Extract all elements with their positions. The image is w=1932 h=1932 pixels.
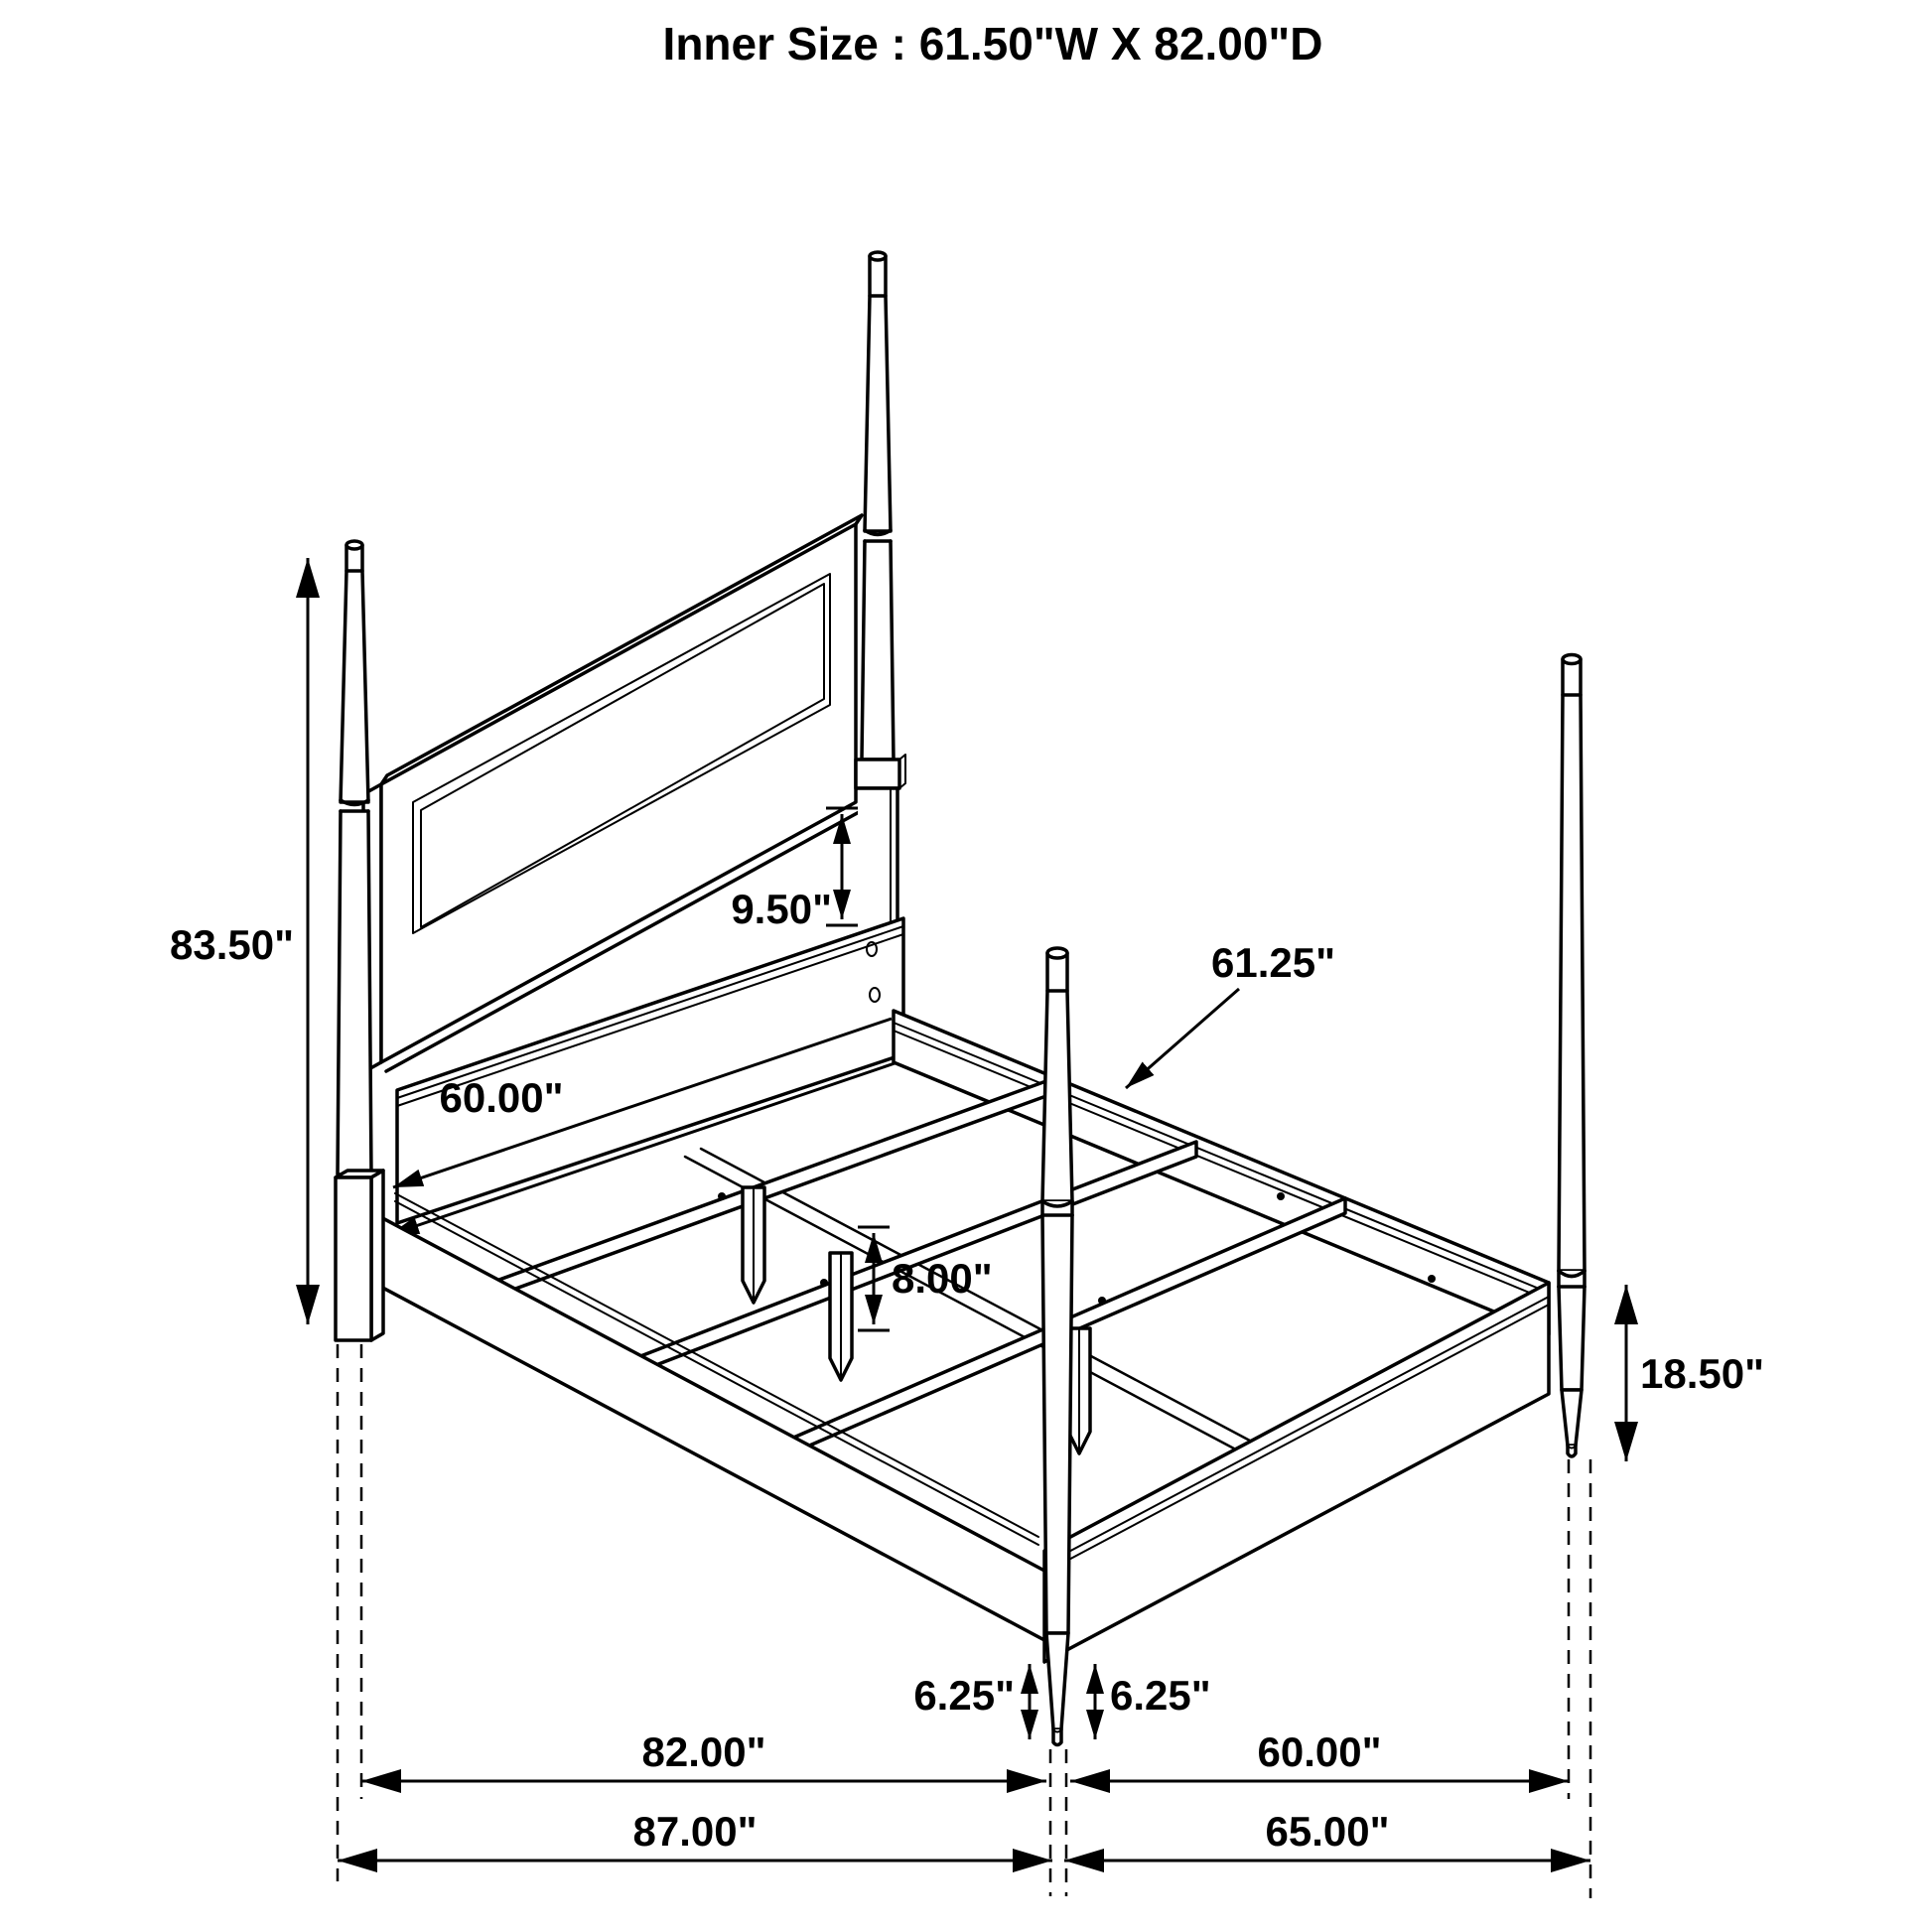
support-rail-length-label: 61.25" [1211,939,1336,986]
dim-inner-depth [361,1728,1046,1781]
foot-height-right-label: 6.25" [1110,1672,1211,1719]
inner-depth-label: 82.00" [641,1728,766,1775]
diagram-title: Inner Size : 61.50"W X 82.00"D [662,18,1323,69]
dim-outer-depth [338,1808,1052,1861]
dim-support-rail-length [1126,939,1335,1088]
post-front [1042,948,1072,1745]
inner-width-label: 60.00" [1257,1728,1382,1775]
dim-foot-right [1095,1664,1211,1739]
dim-inner-width [1070,1728,1569,1781]
foot-height-left-label: 6.25" [913,1672,1015,1719]
dim-foot-left [913,1664,1030,1739]
outer-depth-label: 87.00" [632,1808,758,1855]
post-front-right [1559,655,1585,1457]
outer-width-label: 65.00" [1265,1808,1390,1855]
footboard-post-height-label: 18.50" [1640,1350,1765,1397]
headboard-gap-label: 9.50" [731,886,832,932]
support-leg-height-label: 8.00" [892,1255,993,1302]
post-height-label: 83.50" [169,921,294,968]
post-rear-right [856,252,905,938]
footboard [1044,1283,1549,1662]
dim-footboard-post-height [1626,1285,1764,1461]
dim-outer-width [1064,1808,1590,1861]
headboard-width-label: 60.00" [439,1074,564,1121]
dim-post-height [170,558,308,1324]
